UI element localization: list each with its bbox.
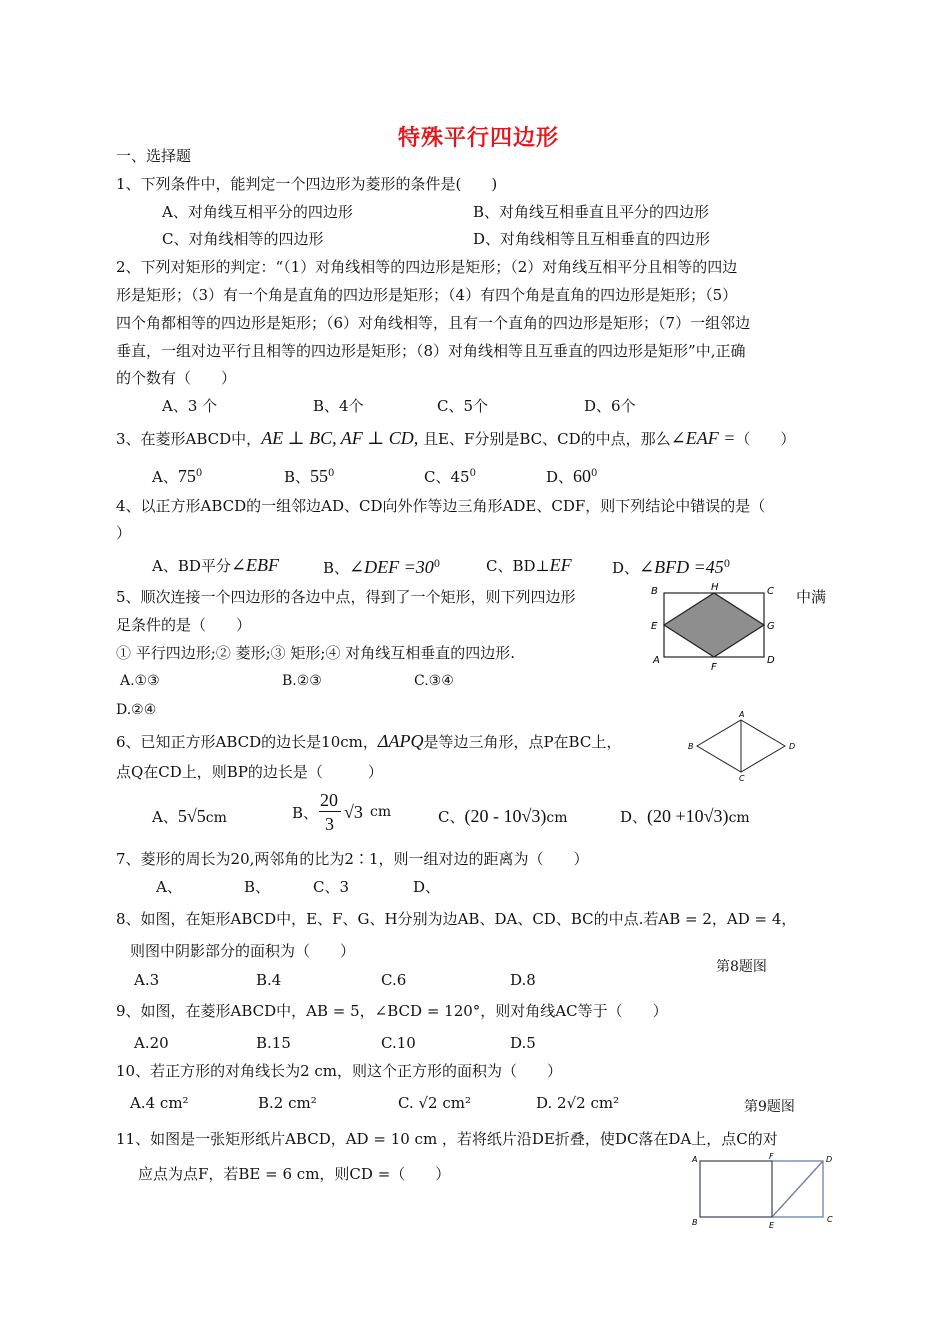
q5-option-c: C.③④: [414, 673, 454, 689]
q3-d-label: D、: [546, 468, 574, 486]
q4-line-2: ）: [116, 524, 132, 542]
q3-angle: ∠EAF =: [670, 428, 736, 448]
section-heading: 一、选择题: [116, 147, 192, 165]
q6-b-numerator: 20: [320, 790, 338, 810]
q2-option-b: B、4个: [313, 397, 364, 415]
q3-option-b: [284, 460, 334, 491]
q10-stem: 10、若正方形的对角线长为2 cm，则这个正方形的面积为（ ）: [116, 1062, 563, 1080]
fig-label-a: A: [653, 655, 660, 666]
unit-cm: cm: [370, 804, 392, 820]
q4-a-math: ∠EBF: [230, 555, 279, 575]
q3-b-value: 55: [310, 466, 329, 486]
q2-option-d: D、6个: [584, 397, 636, 415]
figure-rhombus: [685, 708, 800, 783]
q6-line-1-pre: 6、已知正方形ABCD的边长是10cm，: [116, 733, 378, 751]
q3-option-a: [152, 460, 202, 491]
q3-b-label: B、: [284, 468, 311, 486]
q4-line-1: 4、以正方形ABCD的一组邻边AD、CD向外作等边三角形ADE、CDF，则下列结论中错误的是（: [116, 497, 766, 515]
degree-sup: 0: [469, 468, 476, 479]
unit-cm: cm: [205, 810, 227, 826]
fig-label-b: B: [688, 742, 694, 751]
unit-cm: cm: [728, 810, 750, 826]
q3-option-c: [424, 460, 476, 491]
q8-option-b: B.4: [256, 971, 282, 989]
q4-d-label: D、: [612, 559, 640, 577]
q7-stem: 7、菱形的周长为20,两邻角的比为2∶1，则一组对边的距离为（ ）: [116, 850, 589, 868]
q6-b-radical: √3: [344, 802, 363, 822]
q3-condition: AE ⊥ BC, AF ⊥ CD,: [261, 428, 419, 448]
degree-sup: 0: [328, 468, 335, 479]
q5-line-1-tail: 中满: [796, 588, 827, 606]
q3-stem-mid: 且E、F分别是BC、CD的中点，那么: [423, 430, 671, 448]
fig-label-b: B: [651, 586, 658, 597]
degree-sup: 0: [433, 559, 441, 570]
q6-d-math: (20 +10√3): [647, 806, 729, 826]
q1-option-c: C、对角线相等的四边形: [162, 230, 324, 248]
q10-option-b: B.2 cm²: [258, 1094, 317, 1112]
fig-label-a: A: [739, 710, 745, 719]
fig-label-b: B: [692, 1218, 698, 1227]
q8-option-a: A.3: [134, 971, 160, 989]
fig-label-a: A: [692, 1155, 698, 1164]
fig-label-e: E: [769, 1221, 775, 1230]
q11-line-1: 11、如图是一张矩形纸片ABCD，AD = 10 cm ，若将纸片沿DE折叠，使DC落在DA上，点C的对: [116, 1130, 778, 1148]
q3-option-d: [546, 460, 597, 491]
q3-a-label: A、: [152, 468, 178, 486]
q2-option-a: A、3 个: [162, 397, 218, 415]
q6-d-label: D、: [620, 808, 648, 826]
q2-line-4: 垂直，一组对边平行且相等的四边形是矩形；（8）对角线相等且互垂直的四边形是矩形”中,正确: [116, 342, 746, 360]
q3-d-value: 60: [573, 466, 592, 486]
q6-b-label: B、: [292, 804, 319, 822]
rectangle-outline: [700, 1161, 823, 1217]
q6-c-label: C、: [438, 808, 465, 826]
degree-sup: 0: [723, 559, 731, 570]
q1-option-d: D、对角线相等且互相垂直的四边形: [473, 230, 711, 248]
q3-c-label: C、45: [424, 468, 470, 486]
q3-stem: [116, 424, 795, 453]
fig-label-c: C: [767, 586, 774, 597]
q3-a-value: 75: [177, 466, 196, 486]
q6-line-2: 点Q在CD上，则BP的边长是（ ）: [116, 763, 383, 781]
q3-stem-post: （ ）: [735, 430, 796, 448]
degree-sup: 0: [195, 468, 203, 479]
q7-option-c: C、3: [313, 878, 350, 896]
q5-line-3: ① 平行四边形;② 菱形;③ 矩形;④ 对角线互相垂直的四边形.: [116, 644, 516, 662]
q7-option-a: A、: [156, 878, 182, 896]
q6-a-math: 5√5: [177, 806, 206, 826]
q4-option-a: [152, 551, 279, 580]
figure-8-caption: 第8题图: [716, 959, 767, 975]
q11-line-2: 应点为点F，若BE = 6 cm，则CD =（ ）: [138, 1165, 451, 1183]
q4-b-label: B、: [323, 559, 350, 577]
q9-stem: 9、如图，在菱形ABCD中，AB = 5，∠BCD = 120°，则对角线AC等于（ ）: [116, 1002, 668, 1020]
q4-c-math: EF: [549, 555, 572, 575]
q8-line-1: 8、如图，在矩形ABCD中，E、F、G、H分别为边AB、DA、CD、BC的中点.若AB = 2，AD = 4，: [116, 910, 797, 928]
fraction-bar: [319, 811, 341, 812]
q10-option-d: D. 2√2 cm²: [536, 1094, 620, 1112]
q9-option-b: B.15: [256, 1034, 291, 1052]
q4-d-math: ∠BFD =45: [639, 557, 724, 577]
fig-label-e: E: [651, 621, 658, 632]
q2-option-c: C、5个: [437, 397, 489, 415]
q6-line-1: [116, 727, 621, 756]
q5-line-1: 5、顺次连接一个四边形的各边中点，得到了一个矩形，则下列四边形: [116, 588, 576, 606]
q3-stem-pre: 3、在菱形ABCD中，: [116, 430, 262, 448]
fig-label-f: F: [769, 1152, 774, 1161]
figure-folded-rectangle: [688, 1150, 838, 1232]
q6-option-a: [152, 802, 227, 832]
q6-a-label: A、: [152, 808, 178, 826]
q7-option-b: B、: [244, 878, 271, 896]
q4-option-b: [323, 551, 440, 582]
page-title: 特殊平行四边形: [398, 126, 560, 151]
q2-line-3: 四个角都相等的四边形是矩形；（6）对角线相等，且有一个直角的四边形是矩形；（7）一组邻边: [116, 314, 751, 332]
q6-b-denominator: 3: [325, 814, 334, 834]
q6-c-math: (20 - 10√3): [464, 806, 547, 826]
q8-option-d: D.8: [510, 971, 536, 989]
fig-label-d: D: [767, 655, 775, 666]
unit-cm: cm: [546, 810, 568, 826]
q6-option-c: [438, 802, 567, 832]
q2-line-5: 的个数有（ ）: [116, 369, 237, 387]
fig-label-h: H: [711, 582, 719, 593]
q9-option-a: A.20: [134, 1034, 169, 1052]
shaded-rhombus: [664, 593, 764, 657]
q4-b-math: ∠DEF =30: [349, 557, 434, 577]
q1-option-a: A、对角线互相平分的四边形: [162, 203, 353, 221]
q5-option-a: A.①③: [120, 673, 160, 689]
q9-option-c: C.10: [381, 1034, 416, 1052]
q5-option-b: B.②③: [282, 673, 322, 689]
fig-label-d: D: [789, 742, 796, 751]
fig-label-g: G: [767, 621, 775, 632]
q4-option-c: [486, 551, 572, 580]
q1-option-b: B、对角线互相垂直且平分的四边形: [473, 203, 710, 221]
q4-c-label: C、BD⊥: [486, 557, 550, 575]
figure-rectangle-rhombus: [645, 580, 785, 675]
crease-de: [772, 1161, 823, 1217]
q7-option-d: D、: [413, 878, 441, 896]
q6-line-1-post: 是等边三角形，点P在BC上，: [423, 733, 622, 751]
degree-sup: 0: [591, 468, 598, 479]
q2-line-1: 2、下列对矩形的判定：“（1）对角线相等的四边形是矩形；（2）对角线互相平分且相等的四边: [116, 258, 738, 276]
q5-line-2: 足条件的是（ ）: [116, 616, 252, 634]
figure-9-caption: 第9题图: [744, 1099, 795, 1115]
q6-triangle: ΔAPQ: [377, 731, 424, 751]
fig-label-c: C: [827, 1215, 833, 1224]
q2-line-2: 形是矩形；（3）有一个角是直角的四边形是矩形；（4）有四个角是直角的四边形是矩形；（5）: [116, 286, 738, 304]
q4-option-d: [612, 551, 730, 582]
q8-option-c: C.6: [381, 971, 407, 989]
q4-a-label: A、BD平分: [152, 557, 231, 575]
q10-option-a: A.4 cm²: [130, 1094, 189, 1112]
fig-label-c: C: [739, 774, 745, 783]
fig-label-d: D: [826, 1155, 833, 1164]
fig-label-f: F: [711, 662, 717, 673]
q9-option-d: D.5: [510, 1034, 536, 1052]
abef-rect: [700, 1161, 772, 1217]
q6-option-d: [620, 802, 750, 832]
q8-line-2: 则图中阴影部分的面积为（ ）: [130, 942, 356, 960]
q1-stem: 1、下列条件中，能判定一个四边形为菱形的条件是( ): [116, 175, 498, 193]
q5-option-d: D.②④: [116, 702, 157, 718]
q10-option-c: C. √2 cm²: [398, 1094, 471, 1112]
